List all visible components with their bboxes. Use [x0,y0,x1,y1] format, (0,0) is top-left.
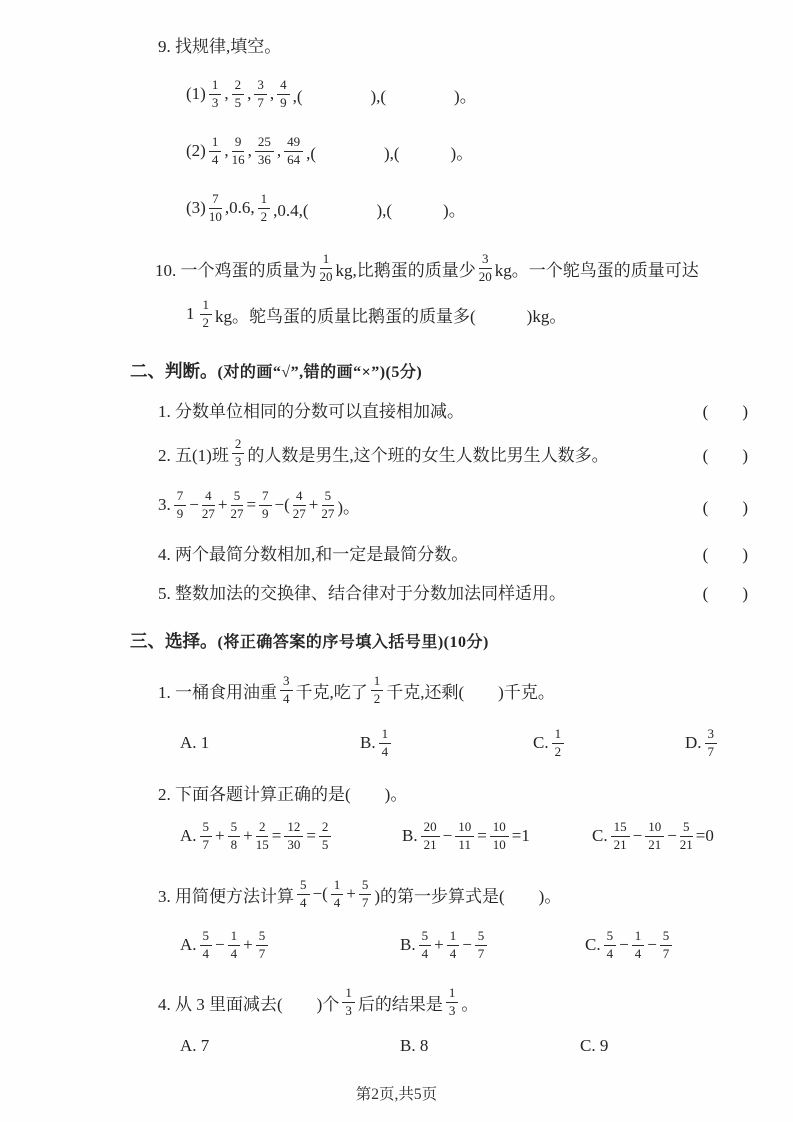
answer-parentheses: ( ) [702,445,748,465]
option-a: A. 7 [180,1036,210,1055]
option-b: B. $\frac{5}{4}$ + $\frac{1}{4}$ − $\frac{5}{7}$ [400,929,585,961]
choice-question-4 [0,981,793,1059]
choice-q2-stem: 2. 下面各题计算正确的是( )。 [158,784,408,804]
choice-q1-options [180,723,793,763]
choice-q4-options [180,1033,793,1059]
option-c: C. $\frac{5}{4}$ − $\frac{1}{4}$ − $\frac{5}{7}$ [585,929,675,961]
judgment-item-2-text: 2. 五(1)班 $\frac{2}{3}$ 的人数是男生,这个班的女生人数比男生人数多。 [158,435,609,469]
answer-parentheses: ( ) [702,401,748,421]
section-judgment [0,358,793,604]
judgment-item-4-text: 4. 两个最简分数相加,和一定是最简分数。 [158,544,469,564]
section-choice [0,628,793,1059]
judgment-item-3-text: 3. $\frac{7}{9}$ − $\frac{4}{27}$ + $\frac{5}{27}$ = $\frac{7}{9}$ −( $\frac{4}{27}$ + $\frac{5}{27}$ )。 [158,487,361,521]
judgment-item-2 [158,432,748,474]
option-a: A. $\frac{5}{7}$ + $\frac{5}{8}$ + $\frac{2}{15}$ = $\frac{12}{30}$ = $\frac{2}{5}$ [180,820,402,852]
judgment-heading-title: 二、判断。 [130,361,218,381]
answer-parentheses: ( ) [702,583,748,603]
choice-section-heading [130,628,793,653]
question-10 [0,248,793,334]
choice-question-3 [0,873,793,965]
answer-parentheses: ( ) [702,497,748,517]
judgment-item-4 [158,539,748,565]
judgment-item-1-text: 1. 分数单位相同的分数可以直接相加减。 [158,401,464,421]
choice-question-2 [0,779,793,857]
choice-heading-note: (将正确答案的序号填入括号里)(10分) [217,634,489,651]
q9-item-3: (3) $\frac{7}{10}$ ,0.6, $\frac{1}{2}$ ,0.4,( ),( )。 [186,190,466,224]
choice-heading-title: 三、选择。 [130,631,218,651]
option-c: C. $\frac{1}{2}$ [533,727,685,759]
option-c: C. 9 [580,1036,609,1055]
question-9 [0,32,793,228]
option-b: B. $\frac{20}{21}$ − $\frac{10}{11}$ = $\frac{10}{10}$ =1 [402,818,530,852]
q10-line-1: 10. 一个鸡蛋的质量为 $\frac{1}{20}$ kg,比鹅蛋的质量少 $\frac{3}{20}$ kg。一个鸵鸟蛋的质量可达 [155,250,699,284]
q9-item-1: (1) $\frac{1}{3}$ , $\frac{2}{5}$ , $\frac{3}{7}$ , $\frac{4}{9}$ ,( ),( )。 [186,76,477,110]
option-d: D. $\frac{3}{7}$ [685,727,720,759]
judgment-item-1 [158,396,748,422]
q9-item-2: (2) $\frac{1}{4}$ , $\frac{9}{16}$ , $\frac{25}{36}$ , $\frac{49}{64}$ ,( ),( )。 [186,133,474,167]
judgment-section-heading [130,358,793,383]
judgment-item-3 [158,484,748,526]
q10-line-2: 1 $\frac{1}{2}$ kg。鸵鸟蛋的质量比鹅蛋的质量多( )kg。 [186,296,567,330]
option-a: A. 1 [180,733,210,752]
choice-q4-stem: 4. 从 3 里面减去( )个 $\frac{1}{3}$ 后的结果是 $\frac{1}{3}$ 。 [158,984,479,1018]
judgment-item-5 [158,578,748,604]
option-b: B. $\frac{1}{4}$ [360,727,533,759]
choice-q1-stem: 1. 一桶食用油重 $\frac{3}{4}$ 千克,吃了 $\frac{1}{2}$ 千克,还剩( )千克。 [158,672,555,706]
answer-parentheses: ( ) [702,544,748,564]
judgment-item-5-text: 5. 整数加法的交换律、结合律对于分数加法同样适用。 [158,583,566,603]
option-b: B. 8 [400,1036,429,1055]
choice-q3-stem: 3. 用简便方法计算 $\frac{5}{4}$ −( $\frac{1}{4}$ + $\frac{5}{7}$ )的第一步算式是( )。 [158,876,562,910]
judgment-heading-note: (对的画“√”,错的画“×”)(5分) [217,364,423,381]
question-9-title: 9. 找规律,填空。 [158,37,282,56]
option-c: C. $\frac{15}{21}$ − $\frac{10}{21}$ − $\frac{5}{21}$ =0 [592,818,714,852]
choice-q2-options [180,815,793,857]
choice-q3-options [180,925,793,965]
page-number-footer: 第2页,共5页 [355,1086,438,1103]
option-a: A. $\frac{5}{4}$ − $\frac{1}{4}$ + $\frac{5}{7}$ [180,929,400,961]
choice-question-1 [0,669,793,763]
